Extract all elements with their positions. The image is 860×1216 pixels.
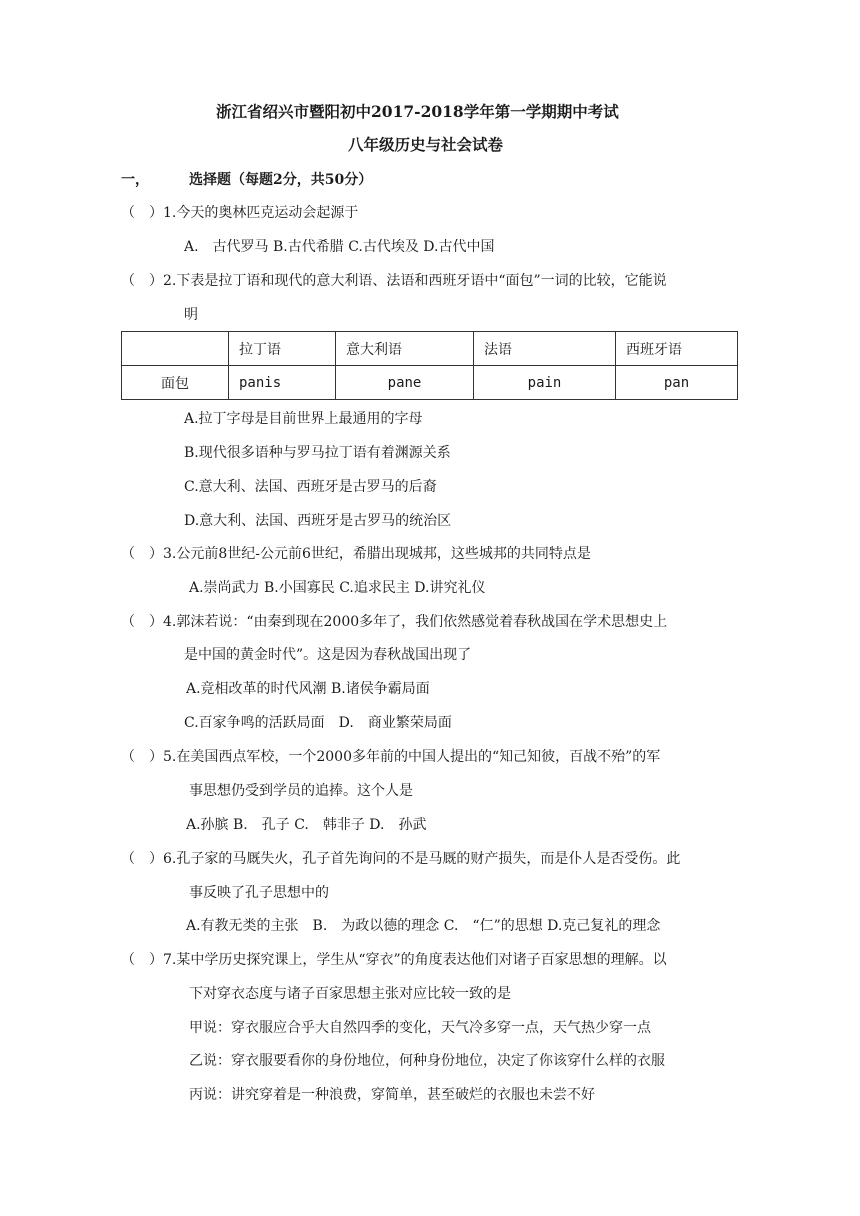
table-header-cell: [122, 332, 229, 366]
table-header-cell: 西班牙语: [616, 332, 738, 366]
q2-option-c: C.意大利、法国、西班牙是古罗马的后裔: [184, 479, 437, 495]
table-header-row: [122, 332, 738, 366]
exam-subtitle: 八年级历史与社会试卷: [348, 135, 504, 154]
q2-stem-line2: 明: [184, 307, 198, 323]
q7-stem-line2: 下对穿衣态度与诸子百家思想主张对应比较一致的是: [189, 986, 511, 1002]
table-header-cell: 意大利语: [336, 332, 474, 366]
q2-option-a: A.拉丁字母是目前世界上最通用的字母: [184, 411, 423, 427]
table-cell: pane: [336, 366, 474, 400]
section-number: 一，: [121, 172, 149, 188]
q4-options-line1: A.竞相改革的时代风潮 B.诸侯争霸局面: [186, 681, 430, 697]
table-row-label: 面包: [122, 366, 229, 400]
table-cell: panis: [229, 366, 336, 400]
q1-options: A. 古代罗马 B.古代希腊 C.古代埃及 D.古代中国: [184, 239, 495, 255]
q1-stem: （ ）1.今天的奥林匹克运动会起源于: [121, 205, 359, 221]
q2-option-d: D.意大利、法国、西班牙是古罗马的统治区: [184, 513, 452, 529]
q6-options: A.有教无类的主张 B. 为政以德的理念 C. “仁”的思想 D.克己复礼的理念: [186, 918, 661, 934]
table-cell: pain: [474, 366, 616, 400]
q7-statement-yi: 乙说：穿衣服要看你的身份地位，何种身份地位，决定了你该穿什么样的衣服: [189, 1053, 665, 1069]
table-row: [122, 366, 738, 400]
q5-stem-line2: 事思想仍受到学员的追捧。这个人是: [189, 783, 413, 799]
table-cell: pan: [616, 366, 738, 400]
section-label: 选择题（每题2分，共50分）: [189, 172, 373, 188]
q7-statement-bing: 丙说：讲究穿着是一种浪费，穿简单，甚至破烂的衣服也未尝不好: [189, 1087, 595, 1103]
q5-stem-line1: （ ）5.在美国西点军校，一个2000多年前的中国人提出的“知己知彼，百战不殆”的军: [121, 749, 661, 765]
table-header-cell: 拉丁语: [229, 332, 336, 366]
q3-stem: （ ）3.公元前8世纪-公元前6世纪，希腊出现城邦，这些城邦的共同特点是: [121, 546, 591, 562]
word-comparison-table: [121, 331, 738, 400]
q2-option-b: B.现代很多语种与罗马拉丁语有着渊源关系: [184, 445, 451, 461]
q2-stem-line1: （ ）2.下表是拉丁语和现代的意大利语、法语和西班牙语中“面包”一词的比较，它能说: [121, 273, 667, 289]
q7-stem-line1: （ ）7.某中学历史探究课上，学生从“穿衣”的角度表达他们对诸子百家思想的理解。以: [121, 952, 667, 968]
exam-title: 浙江省绍兴市暨阳初中2017-2018学年第一学期期中考试: [216, 102, 619, 121]
q4-options-line2: C.百家争鸣的活跃局面 D. 商业繁荣局面: [184, 715, 452, 731]
q3-options: A.崇尚武力 B.小国寡民 C.追求民主 D.讲究礼仪: [189, 580, 486, 596]
q6-stem-line1: （ ）6.孔子家的马厩失火，孔子首先询问的不是马厩的财产损失，而是仆人是否受伤。此: [121, 851, 681, 867]
q4-stem-line1: （ ）4.郭沫若说：“由秦到现在2000多年了，我们依然感觉着春秋战国在学术思想史上: [121, 614, 668, 630]
q5-options: A.孙膑 B. 孔子 C. 韩非子 D. 孙武: [186, 817, 427, 833]
q6-stem-line2: 事反映了孔子思想中的: [189, 885, 329, 901]
q7-statement-jia: 甲说：穿衣服应合乎大自然四季的变化，天气冷多穿一点，天气热少穿一点: [189, 1020, 651, 1036]
table-header-cell: 法语: [474, 332, 616, 366]
q4-stem-line2: 是中国的黄金时代”。这是因为春秋战国出现了: [184, 647, 472, 663]
